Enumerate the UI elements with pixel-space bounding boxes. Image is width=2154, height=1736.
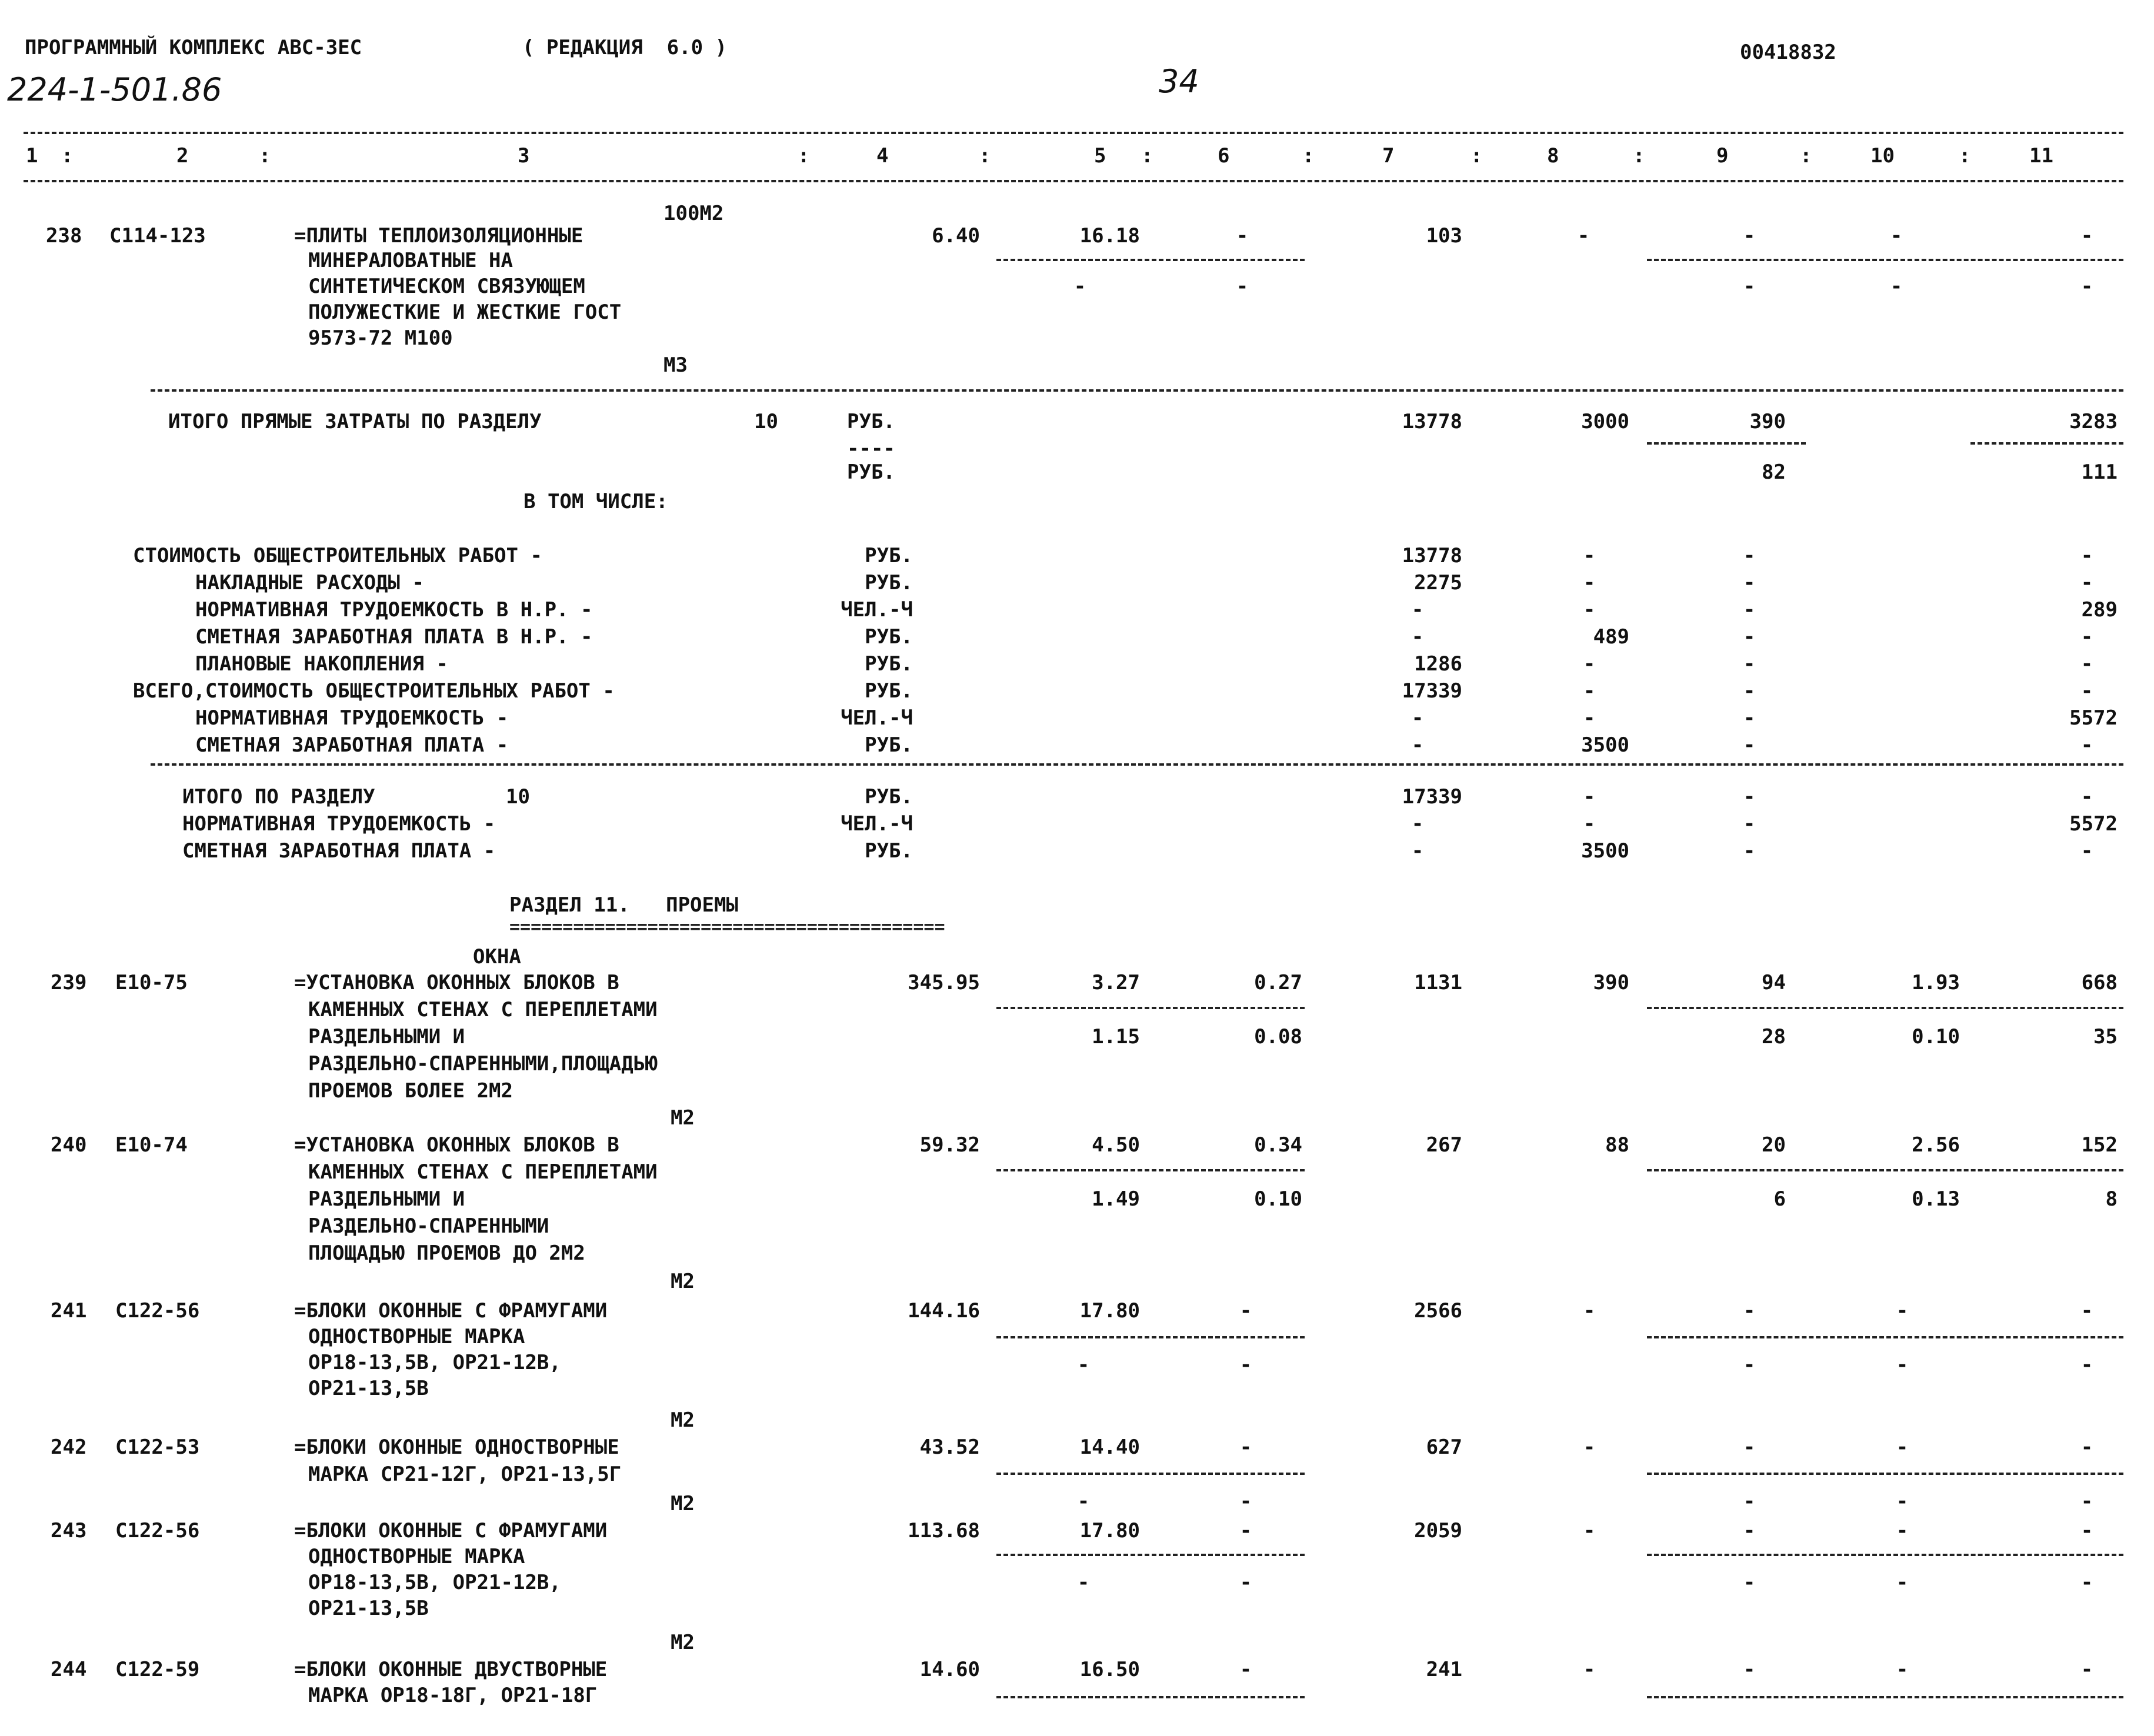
cell-divider: [996, 1336, 1305, 1338]
cell-unit-cost: 3.27: [1092, 971, 1140, 994]
breakdown-label: НАКЛАДНЫЕ РАСХОДЫ -: [195, 571, 424, 595]
cell-total: 2275: [1414, 571, 1462, 595]
breakdown-unit: РУБ.: [865, 544, 913, 567]
section-subtitle: ОКНА: [473, 945, 521, 969]
breakdown-unit: РУБ.: [865, 652, 913, 676]
cell-c6-sub: -: [1239, 1353, 1252, 1377]
item-desc-line: МИНЕРАЛОВАТНЫЕ НА: [308, 249, 513, 272]
item-number: 244: [51, 1658, 87, 1681]
cell-c11: 3283: [2069, 410, 2118, 433]
cell-c11: 289: [2081, 598, 2118, 622]
item-desc-line: =БЛОКИ ОКОННЫЕ ОДНОСТВОРНЫЕ: [294, 1435, 619, 1459]
cell-c6: -: [1239, 1299, 1252, 1323]
column-number: 9: [1716, 144, 1729, 168]
cell-c9: -: [1743, 571, 1756, 595]
item-desc-line: КАМЕННЫХ СТЕНАХ С ПЕРЕПЛЕТАМИ: [308, 998, 658, 1021]
cell-c11: -: [2080, 1519, 2093, 1543]
cell-c11: 5572: [2069, 706, 2118, 730]
cell-c9-sub: 28: [1762, 1025, 1786, 1049]
cell-total: 241: [1426, 1658, 1462, 1681]
cell-c11-sub: 35: [2093, 1025, 2118, 1049]
cell-divider: [1647, 1169, 2123, 1171]
item-desc-line: МАРКА СР21-12Г, ОР21-13,5Г: [308, 1463, 622, 1486]
cell-unit-cost: 17.80: [1079, 1299, 1140, 1323]
cell-divider: [1647, 1554, 2123, 1556]
cell-c8: -: [1583, 652, 1596, 676]
cell-c5-sub: 1.15: [1092, 1025, 1140, 1049]
item-number: 239: [51, 971, 87, 994]
cell-c9: -: [1743, 812, 1756, 836]
item-desc-line: =УСТАНОВКА ОКОННЫХ БЛОКОВ В: [294, 1133, 619, 1157]
column-number: 6: [1218, 144, 1230, 168]
item-desc-line: ПОЛУЖЕСТКИЕ И ЖЕСТКИЕ ГОСТ: [308, 301, 622, 324]
cell-total: 267: [1426, 1133, 1462, 1157]
cell-c9: -: [1743, 1658, 1756, 1681]
breakdown-label: СМЕТНАЯ ЗАРАБОТНАЯ ПЛАТА В Н.Р. -: [195, 625, 593, 649]
total-unit-secondary: РУБ.: [847, 460, 895, 484]
cell-total: 1131: [1414, 971, 1462, 994]
column-number: 4: [876, 144, 889, 168]
cell-c6-sub: -: [1239, 1571, 1252, 1594]
cell-c9: 390: [1749, 410, 1786, 433]
item-desc-line: =БЛОКИ ОКОННЫЕ ДВУСТВОРНЫЕ: [294, 1658, 608, 1681]
section-total-label: ИТОГО ПО РАЗДЕЛУ: [182, 785, 375, 809]
cell-divider: [1647, 1336, 2123, 1338]
item-desc-line: КАМЕННЫХ СТЕНАХ С ПЕРЕПЛЕТАМИ: [308, 1160, 658, 1184]
column-sep: :: [259, 144, 271, 168]
cell-divider: [996, 259, 1305, 261]
item-desc-line: ПРОЕМОВ БОЛЕЕ 2М2: [308, 1079, 513, 1103]
item-number: 238: [46, 224, 82, 248]
breakdown-label: СМЕТНАЯ ЗАРАБОТНАЯ ПЛАТА -: [195, 733, 509, 757]
item-code: С122-56: [115, 1299, 200, 1323]
cell-c9: -: [1743, 598, 1756, 622]
cell-c8: -: [1583, 785, 1596, 809]
column-sep: :: [1302, 144, 1315, 168]
column-sep: :: [1800, 144, 1812, 168]
cell-c10: -: [1890, 224, 1903, 248]
cell-c11: -: [2080, 1658, 2093, 1681]
cell-quantity: 43.52: [919, 1435, 980, 1459]
item-desc-line: =УСТАНОВКА ОКОННЫХ БЛОКОВ В: [294, 971, 619, 994]
column-number: 8: [1547, 144, 1559, 168]
cell-c6: -: [1239, 1435, 1252, 1459]
total-unit: РУБ.: [847, 410, 895, 433]
cell-c9: -: [1743, 679, 1756, 703]
cell-c9-sub: -: [1743, 1490, 1756, 1513]
cell-c11: -: [2080, 544, 2093, 567]
section-title: РАЗДЕЛ 11. ПРОЕМЫ: [509, 893, 738, 917]
cell-c8: -: [1577, 224, 1590, 248]
cell-c6: -: [1236, 224, 1249, 248]
item-desc-line: РАЗДЕЛЬНО-СПАРЕННЫМИ,ПЛОЩАДЬЮ: [308, 1052, 658, 1076]
cell-c11: -: [2080, 679, 2093, 703]
cell-c8: -: [1583, 1299, 1596, 1323]
cell-c6-sub: -: [1236, 275, 1249, 298]
cell-c8: 390: [1593, 971, 1629, 994]
cell-total: 103: [1426, 224, 1462, 248]
cell-divider: [996, 1473, 1305, 1475]
item-desc-line: 9573-72 М100: [308, 326, 453, 350]
cell-quantity: 59.32: [919, 1133, 980, 1157]
cell-c9: 94: [1762, 971, 1786, 994]
column-number: 11: [2029, 144, 2053, 168]
cell-total: 627: [1426, 1435, 1462, 1459]
cell-c11: -: [2080, 571, 2093, 595]
item-desc-line: ОР18-13,5В, ОР21-12В,: [308, 1351, 561, 1374]
item-desc-line: =БЛОКИ ОКОННЫЕ С ФРАМУГАМИ: [294, 1299, 608, 1323]
cell-c10: 1.93: [1912, 971, 1960, 994]
item-number: 240: [51, 1133, 87, 1157]
item-code: Е10-74: [115, 1133, 188, 1157]
cell-total: 13778: [1402, 410, 1462, 433]
cell-total: -: [1411, 706, 1424, 730]
section-total-number: 10: [506, 785, 530, 809]
column-sep: :: [1633, 144, 1645, 168]
item-code: С122-59: [115, 1658, 200, 1681]
cell-c11: -: [2080, 785, 2093, 809]
cell-c9: -: [1743, 785, 1756, 809]
cell-c8: 3000: [1581, 410, 1629, 433]
breakdown-label: НОРМАТИВНАЯ ТРУДОЕМКОСТЬ -: [195, 706, 509, 730]
item-number: 243: [51, 1519, 87, 1543]
item-desc-line: ПЛОЩАДЬЮ ПРОЕМОВ ДО 2М2: [308, 1241, 585, 1265]
cell-total: -: [1411, 733, 1424, 757]
column-sep: :: [1959, 144, 1971, 168]
cell-c9-sub: -: [1743, 1571, 1756, 1594]
cell-quantity: 113.68: [908, 1519, 980, 1543]
item-number: 241: [51, 1299, 87, 1323]
section-rule: [151, 389, 2123, 392]
cell-unit-cost: 14.40: [1079, 1435, 1140, 1459]
item-unit: М2: [671, 1408, 695, 1432]
cell-c9-sub: -: [1743, 275, 1756, 298]
doc-number: 224-1-501.86: [7, 71, 222, 108]
cell-c8: -: [1583, 1658, 1596, 1681]
cell-c9: -: [1743, 839, 1756, 863]
header-rule-top: [24, 132, 2123, 134]
cell-c9-sub: -: [1743, 1353, 1756, 1377]
cell-c5-sub: -: [1077, 1353, 1090, 1377]
cell-c5-sub: -: [1077, 1571, 1090, 1594]
item-desc-line: РАЗДЕЛЬНЫМИ И: [308, 1187, 465, 1211]
item-unit: М2: [671, 1270, 695, 1293]
cell-c11: -: [2080, 839, 2093, 863]
cell-divider: [1647, 1696, 2123, 1698]
cell-total: 13778: [1402, 544, 1462, 567]
section-total-label: СМЕТНАЯ ЗАРАБОТНАЯ ПЛАТА -: [182, 839, 496, 863]
column-sep: :: [1471, 144, 1483, 168]
cell-c11: -: [2080, 625, 2093, 649]
cell-c8: -: [1583, 706, 1596, 730]
column-number: 10: [1870, 144, 1895, 168]
item-desc-line: ОР21-13,5В: [308, 1377, 429, 1400]
cell-c10-sub: -: [1896, 1571, 1909, 1594]
cell-c9: -: [1743, 706, 1756, 730]
item-code: Е10-75: [115, 971, 188, 994]
item-code: С122-53: [115, 1435, 200, 1459]
cell-c8: -: [1583, 571, 1596, 595]
cell-c10-sub: 0.10: [1912, 1025, 1960, 1049]
cell-total: -: [1411, 812, 1424, 836]
cell-c11: 5572: [2069, 812, 2118, 836]
item-desc-line: ОР21-13,5В: [308, 1597, 429, 1620]
cell-total: 1286: [1414, 652, 1462, 676]
section-total-unit: ЧЕЛ.-Ч: [841, 812, 913, 836]
column-number: 5: [1094, 144, 1106, 168]
cell-c11-sub: 8: [2105, 1187, 2118, 1211]
cell-c8: 3500: [1581, 733, 1629, 757]
cell-c8: -: [1583, 1435, 1596, 1459]
section-total-unit: РУБ.: [865, 839, 913, 863]
cell-c6-sub: -: [1239, 1490, 1252, 1513]
cell-c8: -: [1583, 544, 1596, 567]
section-title-underline: =========================================: [509, 917, 945, 937]
item-desc-line: РАЗДЕЛЬНО-СПАРЕННЫМИ: [308, 1214, 549, 1238]
cell-c8: -: [1583, 598, 1596, 622]
section-total-unit: РУБ.: [865, 785, 913, 809]
breakdown-unit: РУБ.: [865, 679, 913, 703]
cell-c8: -: [1583, 679, 1596, 703]
breakdown-unit: РУБ.: [865, 625, 913, 649]
column-sep: :: [798, 144, 810, 168]
cell-c8: -: [1583, 1519, 1596, 1543]
cell-divider: [996, 1007, 1305, 1009]
cell-c9: -: [1743, 625, 1756, 649]
breakdown-label: НОРМАТИВНАЯ ТРУДОЕМКОСТЬ В Н.Р. -: [195, 598, 593, 622]
cell-c8: 88: [1605, 1133, 1629, 1157]
item-unit: 100М2: [663, 202, 724, 225]
item-desc-line: ОДНОСТВОРНЫЕ МАРКА: [308, 1325, 525, 1348]
cell-c11: -: [2080, 652, 2093, 676]
column-number: 3: [518, 144, 530, 168]
column-sep: :: [1141, 144, 1153, 168]
program-name: ПРОГРАММНЫЙ КОМПЛЕКС АВС-ЗЕС: [25, 36, 362, 59]
cell-c11: -: [2080, 1299, 2093, 1323]
item-desc-line: =ПЛИТЫ ТЕПЛОИЗОЛЯЦИОННЫЕ: [294, 224, 583, 248]
cell-quantity: 345.95: [908, 971, 980, 994]
cell-c11: 152: [2081, 1133, 2118, 1157]
cell-c5-sub: 1.49: [1092, 1187, 1140, 1211]
item-desc-line: МАРКА ОР18-18Г, ОР21-18Г: [308, 1684, 598, 1707]
cell-unit-cost: 16.50: [1079, 1658, 1140, 1681]
item-desc-line: СИНТЕТИЧЕСКОМ СВЯЗУЮЩЕМ: [308, 275, 585, 298]
cell-divider: [996, 1554, 1305, 1556]
total-unit-rule: ----: [847, 437, 895, 460]
cell-c11-sub: -: [2080, 1353, 2093, 1377]
cell-c9: -: [1743, 1435, 1756, 1459]
cell-c11-sub: 111: [2081, 460, 2118, 484]
cell-c10: -: [1896, 1658, 1909, 1681]
cell-c9: 20: [1762, 1133, 1786, 1157]
cell-c11-sub: -: [2080, 1490, 2093, 1513]
item-desc-line: =БЛОКИ ОКОННЫЕ С ФРАМУГАМИ: [294, 1519, 608, 1543]
cell-c11-sub: -: [2080, 1571, 2093, 1594]
cell-c6: -: [1239, 1658, 1252, 1681]
cell-quantity: 14.60: [919, 1658, 980, 1681]
cell-divider: [1647, 259, 2123, 261]
item-number: 242: [51, 1435, 87, 1459]
cell-c8: 3500: [1581, 839, 1629, 863]
cell-c9: -: [1743, 1519, 1756, 1543]
cell-quantity: 144.16: [908, 1299, 980, 1323]
breakdown-label: СТОИМОСТЬ ОБЩЕСТРОИТЕЛЬНЫХ РАБОТ -: [133, 544, 542, 567]
cell-c8: -: [1583, 812, 1596, 836]
cell-c6-sub: 0.08: [1254, 1025, 1302, 1049]
item-code: С122-56: [115, 1519, 200, 1543]
breakdown-unit: ЧЕЛ.-Ч: [841, 598, 913, 622]
breakdown-unit: РУБ.: [865, 733, 913, 757]
cell-c11: -: [2080, 733, 2093, 757]
item-code: С114-123: [109, 224, 206, 248]
cell-c9: -: [1743, 1299, 1756, 1323]
cell-c10-sub: -: [1896, 1490, 1909, 1513]
item-unit: М2: [671, 1106, 695, 1130]
breakdown-unit: ЧЕЛ.-Ч: [841, 706, 913, 730]
column-number: 1: [26, 144, 38, 168]
section-total-label: НОРМАТИВНАЯ ТРУДОЕМКОСТЬ -: [182, 812, 496, 836]
cell-quantity: 6.40: [932, 224, 980, 248]
section-rule: [151, 763, 2123, 766]
cell-total: -: [1411, 598, 1424, 622]
item-unit-secondary: М3: [663, 353, 688, 377]
cell-c10: -: [1896, 1299, 1909, 1323]
cell-divider: [1647, 1473, 2123, 1475]
cell-c11: -: [2080, 1435, 2093, 1459]
cell-unit-cost: 17.80: [1079, 1519, 1140, 1543]
cell-c9: -: [1743, 733, 1756, 757]
cell-divider: [1647, 442, 1806, 445]
cell-c5-sub: -: [1073, 275, 1086, 298]
cell-divider: [996, 1169, 1305, 1171]
cell-c9: -: [1743, 224, 1756, 248]
cell-c6-sub: 0.10: [1254, 1187, 1302, 1211]
total-label: ИТОГО ПРЯМЫЕ ЗАТРАТЫ ПО РАЗДЕЛУ: [168, 410, 542, 433]
cell-c11: -: [2080, 224, 2093, 248]
breakdown-label: ВСЕГО,СТОИМОСТЬ ОБЩЕСТРОИТЕЛЬНЫХ РАБОТ -: [133, 679, 615, 703]
including-heading: В ТОМ ЧИСЛЕ:: [524, 490, 668, 513]
breakdown-label: ПЛАНОВЫЕ НАКОПЛЕНИЯ -: [195, 652, 448, 676]
item-unit: М2: [671, 1492, 695, 1515]
cell-c6: -: [1239, 1519, 1252, 1543]
item-desc-line: ОР18-13,5В, ОР21-12В,: [308, 1571, 561, 1594]
cell-total: -: [1411, 839, 1424, 863]
cell-c9-sub: 6: [1773, 1187, 1786, 1211]
cell-total: -: [1411, 625, 1424, 649]
column-sep: :: [979, 144, 991, 168]
header-rule-bottom: [24, 180, 2123, 182]
cell-total: 17339: [1402, 679, 1462, 703]
cell-c9-sub: 82: [1762, 460, 1786, 484]
item-desc-line: ОДНОСТВОРНЫЕ МАРКА: [308, 1545, 525, 1568]
edition: ( РЕДАКЦИЯ 6.0 ): [522, 36, 727, 59]
document-code: 00418832: [1740, 41, 1836, 64]
cell-c6: 0.27: [1254, 971, 1302, 994]
item-desc-line: РАЗДЕЛЬНЫМИ И: [308, 1025, 465, 1049]
page-number: 34: [1159, 63, 1199, 100]
total-section: 10: [754, 410, 778, 433]
cell-c10: -: [1896, 1435, 1909, 1459]
cell-c8: 489: [1593, 625, 1629, 649]
cell-c5-sub: -: [1077, 1490, 1090, 1513]
cell-c11: 668: [2081, 971, 2118, 994]
cell-unit-cost: 16.18: [1079, 224, 1140, 248]
cell-divider: [1647, 1007, 2123, 1009]
item-unit: М2: [671, 1631, 695, 1654]
cell-c10: 2.56: [1912, 1133, 1960, 1157]
cell-total: 2566: [1414, 1299, 1462, 1323]
cell-total: 2059: [1414, 1519, 1462, 1543]
cell-divider: [996, 1696, 1305, 1698]
cell-divider: [1970, 442, 2123, 445]
column-number: 7: [1382, 144, 1395, 168]
cell-c10-sub: -: [1896, 1353, 1909, 1377]
column-sep: :: [61, 144, 74, 168]
cell-c11-sub: -: [2080, 275, 2093, 298]
cell-c6: 0.34: [1254, 1133, 1302, 1157]
breakdown-unit: РУБ.: [865, 571, 913, 595]
cell-unit-cost: 4.50: [1092, 1133, 1140, 1157]
cell-c9: -: [1743, 544, 1756, 567]
column-number: 2: [176, 144, 189, 168]
cell-c10-sub: -: [1890, 275, 1903, 298]
cell-c9: -: [1743, 652, 1756, 676]
cell-c10-sub: 0.13: [1912, 1187, 1960, 1211]
cell-c10: -: [1896, 1519, 1909, 1543]
cell-total: 17339: [1402, 785, 1462, 809]
